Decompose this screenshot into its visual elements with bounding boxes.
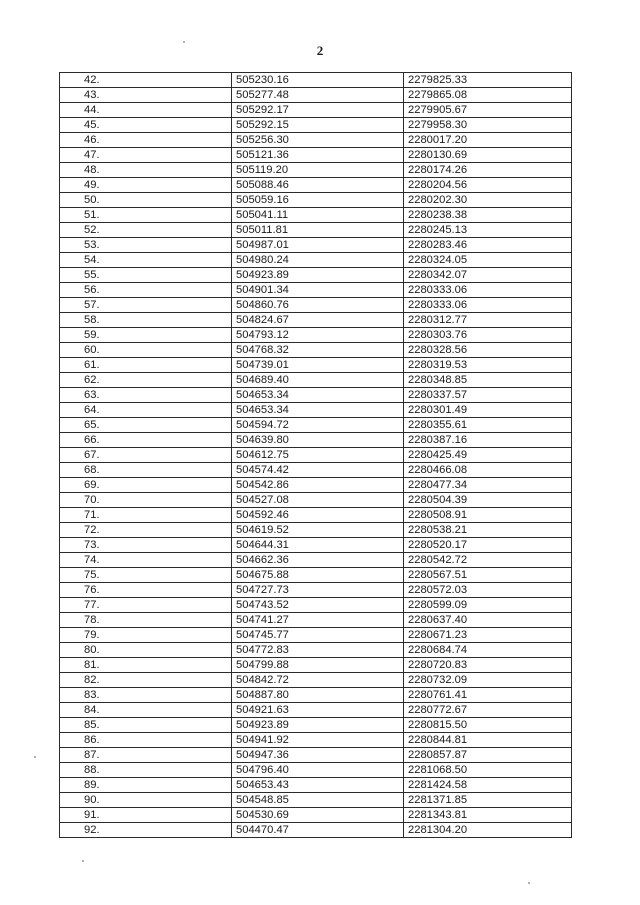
- table-row: [60, 313, 572, 328]
- x-coordinate-cell: 505230.16: [232, 73, 404, 88]
- x-coordinate-cell: 505292.17: [232, 103, 404, 118]
- table-row: [60, 478, 572, 493]
- y-coordinate-cell: 2280387.16: [404, 433, 572, 448]
- y-coordinate-cell: 2280174.26: [404, 163, 572, 178]
- x-coordinate-cell: 504793.12: [232, 328, 404, 343]
- point-number-cell: 80.: [60, 643, 232, 658]
- x-coordinate-cell: 504987.01: [232, 238, 404, 253]
- point-number-cell: 85.: [60, 718, 232, 733]
- table-row: [60, 568, 572, 583]
- y-coordinate-cell: 2279958.30: [404, 118, 572, 133]
- point-number-cell: 75.: [60, 568, 232, 583]
- point-number-cell: 73.: [60, 538, 232, 553]
- x-coordinate-cell: 504842.72: [232, 673, 404, 688]
- y-coordinate-cell: 2280599.09: [404, 598, 572, 613]
- x-coordinate-cell: 505059.16: [232, 193, 404, 208]
- y-coordinate-cell: 2280319.53: [404, 358, 572, 373]
- table-row: [60, 148, 572, 163]
- table-row: [60, 613, 572, 628]
- x-coordinate-cell: 504887.80: [232, 688, 404, 703]
- point-number-cell: 78.: [60, 613, 232, 628]
- y-coordinate-cell: 2281371.85: [404, 793, 572, 808]
- point-number-cell: 45.: [60, 118, 232, 133]
- coordinates-table: [59, 72, 572, 838]
- y-coordinate-cell: 2281343.81: [404, 808, 572, 823]
- table-row: [60, 553, 572, 568]
- x-coordinate-cell: 505277.48: [232, 88, 404, 103]
- point-number-cell: 79.: [60, 628, 232, 643]
- x-coordinate-cell: 504941.92: [232, 733, 404, 748]
- table-row: [60, 358, 572, 373]
- scan-speck: [34, 756, 36, 758]
- x-coordinate-cell: 504644.31: [232, 538, 404, 553]
- page-number: 2: [316, 43, 324, 58]
- x-coordinate-cell: 504612.75: [232, 448, 404, 463]
- x-coordinate-cell: 504923.89: [232, 718, 404, 733]
- table-row: [60, 748, 572, 763]
- x-coordinate-cell: 504824.67: [232, 313, 404, 328]
- table-row: [60, 493, 572, 508]
- y-coordinate-cell: 2280425.49: [404, 448, 572, 463]
- x-coordinate-cell: 504662.36: [232, 553, 404, 568]
- coordinates-table-body: [60, 73, 572, 838]
- y-coordinate-cell: 2280466.08: [404, 463, 572, 478]
- table-row: [60, 628, 572, 643]
- point-number-cell: 51.: [60, 208, 232, 223]
- x-coordinate-cell: 504745.77: [232, 628, 404, 643]
- table-row: [60, 643, 572, 658]
- scan-speck: [82, 860, 84, 862]
- x-coordinate-cell: 504542.86: [232, 478, 404, 493]
- point-number-cell: 91.: [60, 808, 232, 823]
- table-row: [60, 508, 572, 523]
- table-row: [60, 238, 572, 253]
- table-row: [60, 703, 572, 718]
- x-coordinate-cell: 505041.11: [232, 208, 404, 223]
- table-row: [60, 793, 572, 808]
- point-number-cell: 68.: [60, 463, 232, 478]
- point-number-cell: 57.: [60, 298, 232, 313]
- point-number-cell: 82.: [60, 673, 232, 688]
- table-row: [60, 223, 572, 238]
- y-coordinate-cell: 2280720.83: [404, 658, 572, 673]
- point-number-cell: 64.: [60, 403, 232, 418]
- y-coordinate-cell: 2280342.07: [404, 268, 572, 283]
- y-coordinate-cell: 2280283.46: [404, 238, 572, 253]
- point-number-cell: 46.: [60, 133, 232, 148]
- y-coordinate-cell: 2280477.34: [404, 478, 572, 493]
- point-number-cell: 71.: [60, 508, 232, 523]
- point-number-cell: 67.: [60, 448, 232, 463]
- point-number-cell: 81.: [60, 658, 232, 673]
- y-coordinate-cell: 2280567.51: [404, 568, 572, 583]
- y-coordinate-cell: 2279905.67: [404, 103, 572, 118]
- table-row: [60, 778, 572, 793]
- y-coordinate-cell: 2280333.06: [404, 283, 572, 298]
- x-coordinate-cell: 504527.08: [232, 493, 404, 508]
- table-row: [60, 433, 572, 448]
- point-number-cell: 47.: [60, 148, 232, 163]
- x-coordinate-cell: 504727.73: [232, 583, 404, 598]
- table-row: [60, 268, 572, 283]
- x-coordinate-cell: 504739.01: [232, 358, 404, 373]
- point-number-cell: 74.: [60, 553, 232, 568]
- point-number-cell: 66.: [60, 433, 232, 448]
- point-number-cell: 84.: [60, 703, 232, 718]
- table-row: [60, 688, 572, 703]
- x-coordinate-cell: 504901.34: [232, 283, 404, 298]
- table-row: [60, 403, 572, 418]
- table-row: [60, 823, 572, 838]
- y-coordinate-cell: 2280815.50: [404, 718, 572, 733]
- y-coordinate-cell: 2280303.76: [404, 328, 572, 343]
- x-coordinate-cell: 504592.46: [232, 508, 404, 523]
- point-number-cell: 42.: [60, 73, 232, 88]
- y-coordinate-cell: 2280017.20: [404, 133, 572, 148]
- y-coordinate-cell: 2280301.49: [404, 403, 572, 418]
- y-coordinate-cell: 2281424.58: [404, 778, 572, 793]
- table-row: [60, 73, 572, 88]
- y-coordinate-cell: 2281304.20: [404, 823, 572, 838]
- scan-speck: [528, 882, 530, 884]
- x-coordinate-cell: 504470.47: [232, 823, 404, 838]
- point-number-cell: 49.: [60, 178, 232, 193]
- x-coordinate-cell: 504741.27: [232, 613, 404, 628]
- x-coordinate-cell: 504653.34: [232, 403, 404, 418]
- point-number-cell: 55.: [60, 268, 232, 283]
- x-coordinate-cell: 504619.52: [232, 523, 404, 538]
- table-row: [60, 658, 572, 673]
- y-coordinate-cell: 2281068.50: [404, 763, 572, 778]
- point-number-cell: 48.: [60, 163, 232, 178]
- point-number-cell: 92.: [60, 823, 232, 838]
- table-row: [60, 298, 572, 313]
- table-row: [60, 193, 572, 208]
- y-coordinate-cell: 2280245.13: [404, 223, 572, 238]
- x-coordinate-cell: 504653.43: [232, 778, 404, 793]
- y-coordinate-cell: 2280572.03: [404, 583, 572, 598]
- y-coordinate-cell: 2280312.77: [404, 313, 572, 328]
- table-row: [60, 583, 572, 598]
- table-row: [60, 283, 572, 298]
- table-row: [60, 328, 572, 343]
- table-row: [60, 103, 572, 118]
- point-number-cell: 56.: [60, 283, 232, 298]
- y-coordinate-cell: 2280857.87: [404, 748, 572, 763]
- x-coordinate-cell: 505119.20: [232, 163, 404, 178]
- table-row: [60, 808, 572, 823]
- y-coordinate-cell: 2280328.56: [404, 343, 572, 358]
- y-coordinate-cell: 2280772.67: [404, 703, 572, 718]
- table-row: [60, 538, 572, 553]
- x-coordinate-cell: 504796.40: [232, 763, 404, 778]
- y-coordinate-cell: 2280238.38: [404, 208, 572, 223]
- x-coordinate-cell: 504923.89: [232, 268, 404, 283]
- point-number-cell: 77.: [60, 598, 232, 613]
- x-coordinate-cell: 504574.42: [232, 463, 404, 478]
- y-coordinate-cell: 2280348.85: [404, 373, 572, 388]
- table-row: [60, 598, 572, 613]
- point-number-cell: 69.: [60, 478, 232, 493]
- x-coordinate-cell: 505088.46: [232, 178, 404, 193]
- point-number-cell: 44.: [60, 103, 232, 118]
- point-number-cell: 60.: [60, 343, 232, 358]
- y-coordinate-cell: 2280202.30: [404, 193, 572, 208]
- y-coordinate-cell: 2280520.17: [404, 538, 572, 553]
- table-row: [60, 178, 572, 193]
- x-coordinate-cell: 504768.32: [232, 343, 404, 358]
- table-row: [60, 448, 572, 463]
- y-coordinate-cell: 2280732.09: [404, 673, 572, 688]
- point-number-cell: 50.: [60, 193, 232, 208]
- y-coordinate-cell: 2279865.08: [404, 88, 572, 103]
- x-coordinate-cell: 504548.85: [232, 793, 404, 808]
- y-coordinate-cell: 2280355.61: [404, 418, 572, 433]
- point-number-cell: 76.: [60, 583, 232, 598]
- point-number-cell: 54.: [60, 253, 232, 268]
- y-coordinate-cell: 2280508.91: [404, 508, 572, 523]
- x-coordinate-cell: 505121.36: [232, 148, 404, 163]
- y-coordinate-cell: 2280542.72: [404, 553, 572, 568]
- table-row: [60, 418, 572, 433]
- y-coordinate-cell: 2280684.74: [404, 643, 572, 658]
- point-number-cell: 65.: [60, 418, 232, 433]
- x-coordinate-cell: 505256.30: [232, 133, 404, 148]
- x-coordinate-cell: 504743.52: [232, 598, 404, 613]
- y-coordinate-cell: 2280204.56: [404, 178, 572, 193]
- table-row: [60, 88, 572, 103]
- point-number-cell: 58.: [60, 313, 232, 328]
- point-number-cell: 43.: [60, 88, 232, 103]
- point-number-cell: 89.: [60, 778, 232, 793]
- x-coordinate-cell: 504675.88: [232, 568, 404, 583]
- x-coordinate-cell: 504653.34: [232, 388, 404, 403]
- x-coordinate-cell: 504639.80: [232, 433, 404, 448]
- table-row: [60, 673, 572, 688]
- y-coordinate-cell: 2280504.39: [404, 493, 572, 508]
- x-coordinate-cell: 505292.15: [232, 118, 404, 133]
- point-number-cell: 53.: [60, 238, 232, 253]
- point-number-cell: 83.: [60, 688, 232, 703]
- point-number-cell: 52.: [60, 223, 232, 238]
- table-row: [60, 523, 572, 538]
- point-number-cell: 90.: [60, 793, 232, 808]
- x-coordinate-cell: 504530.69: [232, 808, 404, 823]
- x-coordinate-cell: 504860.76: [232, 298, 404, 313]
- table-row: [60, 343, 572, 358]
- point-number-cell: 72.: [60, 523, 232, 538]
- y-coordinate-cell: 2280671.23: [404, 628, 572, 643]
- table-row: [60, 463, 572, 478]
- y-coordinate-cell: 2280337.57: [404, 388, 572, 403]
- y-coordinate-cell: 2280761.41: [404, 688, 572, 703]
- table-row: [60, 253, 572, 268]
- table-row: [60, 133, 572, 148]
- x-coordinate-cell: 504799.88: [232, 658, 404, 673]
- x-coordinate-cell: 504921.63: [232, 703, 404, 718]
- point-number-cell: 59.: [60, 328, 232, 343]
- y-coordinate-cell: 2280844.81: [404, 733, 572, 748]
- table-row: [60, 208, 572, 223]
- x-coordinate-cell: 505011.81: [232, 223, 404, 238]
- point-number-cell: 63.: [60, 388, 232, 403]
- point-number-cell: 86.: [60, 733, 232, 748]
- point-number-cell: 87.: [60, 748, 232, 763]
- point-number-cell: 62.: [60, 373, 232, 388]
- y-coordinate-cell: 2280333.06: [404, 298, 572, 313]
- x-coordinate-cell: 504980.24: [232, 253, 404, 268]
- table-row: [60, 163, 572, 178]
- x-coordinate-cell: 504772.83: [232, 643, 404, 658]
- x-coordinate-cell: 504594.72: [232, 418, 404, 433]
- point-number-cell: 88.: [60, 763, 232, 778]
- y-coordinate-cell: 2279825.33: [404, 73, 572, 88]
- x-coordinate-cell: 504689.40: [232, 373, 404, 388]
- y-coordinate-cell: 2280324.05: [404, 253, 572, 268]
- y-coordinate-cell: 2280637.40: [404, 613, 572, 628]
- y-coordinate-cell: 2280538.21: [404, 523, 572, 538]
- table-row: [60, 763, 572, 778]
- y-coordinate-cell: 2280130.69: [404, 148, 572, 163]
- table-row: [60, 388, 572, 403]
- x-coordinate-cell: 504947.36: [232, 748, 404, 763]
- table-row: [60, 733, 572, 748]
- table-row: [60, 373, 572, 388]
- scan-speck: [183, 41, 185, 43]
- table-row: [60, 118, 572, 133]
- point-number-cell: 61.: [60, 358, 232, 373]
- table-row: [60, 718, 572, 733]
- point-number-cell: 70.: [60, 493, 232, 508]
